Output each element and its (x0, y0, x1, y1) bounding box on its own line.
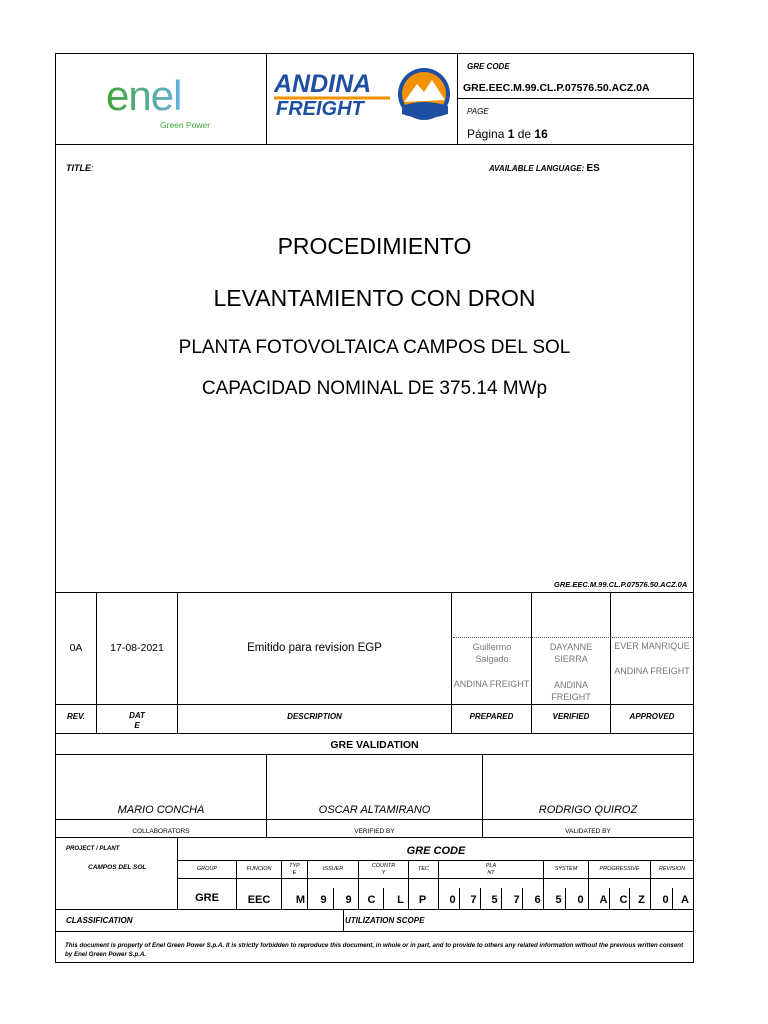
code-value-plant-3: 5 (491, 894, 498, 906)
code-table-title: GRE CODE (406, 845, 466, 857)
document-title-line4: CAPACIDAD NOMINAL DE 375.14 MWp (201, 378, 548, 399)
svg-text:FREIGHT: FREIGHT (276, 98, 364, 120)
code-header-country: COUNTR Y (371, 863, 396, 876)
svg-text:ANDINA: ANDINA (274, 70, 372, 98)
code-value-progressive-2: C (619, 894, 628, 906)
code-header-revision: REVISION (658, 866, 686, 872)
approved-company: ANDINA FREIGHT (614, 666, 690, 676)
code-value-group: GRE (195, 892, 219, 904)
code-value-tec: P (418, 894, 427, 906)
enel-subtitle: Green Power (160, 120, 211, 130)
validated-by-label: VALIDATED BY (565, 827, 611, 835)
classification-label: CLASSIFICATION (66, 916, 133, 925)
disclaimer-text: This document is property of Enel Green Power S.p.A. It is strictly forbidden to reproduce this document, in whole or in part, and to provide to others any related information without the previous written consent by Enel Green Power S.p.A. (65, 942, 684, 958)
code-value-revision-2: A (681, 894, 689, 906)
code-value-system-1: 5 (555, 894, 562, 906)
gre-validation-title: GRE VALIDATION (330, 739, 419, 751)
document-title-line2: LEVANTAMIENTO CON DRON (213, 285, 536, 311)
approved-name: EVER MANRIQUE (614, 641, 690, 651)
code-value-plant-4: 7 (513, 894, 520, 906)
title-label: TITLE: (66, 163, 94, 173)
header-prepared: PREPARED (469, 711, 514, 721)
document-title-line3: PLANTA FOTOVOLTAICA CAMPOS DEL SOL (178, 337, 571, 358)
project-plant-value: CAMPOS DEL SOL (88, 864, 147, 871)
rev-value: 0A (69, 642, 83, 654)
prepared-name: Guillermo Salgado (472, 642, 512, 664)
code-value-progressive-1: A (599, 894, 608, 906)
header-date: DAT E (129, 711, 145, 730)
document-title-line1: PROCEDIMIENTO (277, 233, 472, 259)
code-header-tec: TEC (418, 866, 429, 872)
prepared-company: ANDINA FREIGHT (453, 679, 530, 689)
code-value-system-2: 0 (577, 894, 584, 906)
project-plant-label: PROJECT / PLANT (66, 846, 120, 852)
collaborators-label: COLLABORATORS (132, 827, 190, 835)
code-header-progressive: PROGRESSIVE (599, 866, 640, 872)
verified-by-name: OSCAR ALTAMIRANO (318, 804, 431, 816)
code-header-plant: PLA NT (485, 863, 497, 876)
code-value-plant-1: 0 (449, 894, 456, 906)
code-value-issuer-1: 9 (320, 894, 327, 906)
validated-by-name: RODRIGO QUIROZ (538, 804, 638, 816)
verified-name: DAYANNE SIERRA (549, 642, 593, 664)
code-header-system: SYSTEM (554, 866, 578, 872)
gre-code-value: GRE.EEC.M.99.CL.P.07576.50.ACZ.0A (463, 82, 650, 94)
frame-right (693, 53, 694, 963)
collaborator-name: MARIO CONCHA (117, 804, 205, 816)
header-verified: VERIFIED (552, 711, 590, 721)
verified-by-label: VERIFIED BY (354, 827, 395, 835)
code-header-group: GROUP (196, 866, 218, 872)
code-value-function: EEC (247, 894, 271, 906)
date-value: 17-08-2021 (110, 642, 164, 654)
frame-top (55, 53, 694, 54)
page-number: Página 1 de 16 (467, 127, 548, 141)
code-value-plant-5: 6 (534, 894, 541, 906)
utilization-scope-label: UTILIZATION SCOPE (345, 916, 425, 925)
gre-code-label: GRE CODE (467, 62, 510, 71)
code-value-progressive-3: Z (638, 894, 645, 906)
header-rev: REV. (67, 711, 85, 721)
title-code-footer: GRE.EEC.M.99.CL.P.07576.50.ACZ.0A (554, 580, 688, 589)
page-label: PAGE (467, 107, 489, 116)
code-value-type: M (295, 894, 306, 906)
code-header-issuer: ISSUER (322, 866, 344, 872)
code-value-plant-2: 7 (470, 894, 477, 906)
code-value-issuer-2: 9 (345, 894, 352, 906)
available-language: AVAILABLE LANGUAGE: ES (489, 163, 600, 174)
header-description: DESCRIPTION (287, 711, 342, 721)
svg-text:enel: enel (106, 72, 182, 119)
code-header-function: FUNCION (246, 866, 272, 872)
header-approved: APPROVED (629, 711, 675, 721)
andina-logo (272, 62, 452, 126)
code-value-revision-1: 0 (662, 894, 669, 906)
description-value: Emitido para revision EGP (247, 642, 382, 654)
code-header-type: TYP E (289, 863, 300, 876)
verified-company: ANDINA FREIGHT (551, 680, 591, 702)
code-value-country-2: L (397, 894, 404, 906)
frame-bottom (55, 962, 694, 963)
code-value-country-1: C (367, 894, 376, 906)
